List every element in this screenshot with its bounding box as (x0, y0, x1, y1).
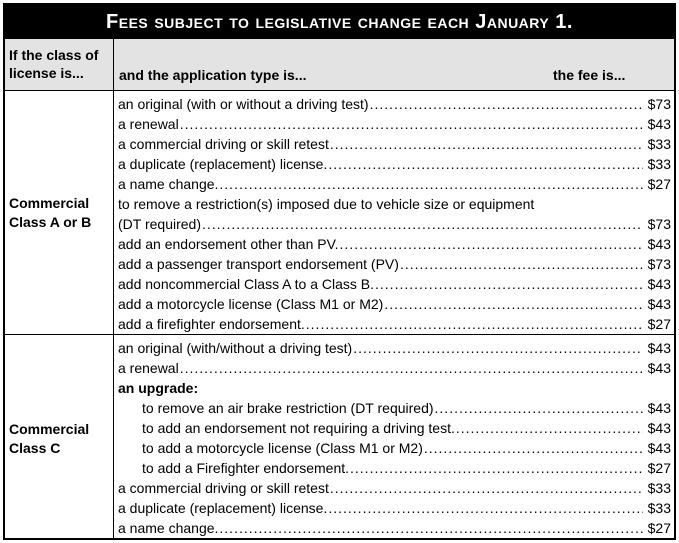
fee-amount: $43 (647, 360, 671, 376)
application-type: a commercial driving or skill retest (118, 480, 329, 496)
header-application-type: and the application type is... (119, 67, 307, 83)
fee-amount: $73 (647, 256, 671, 272)
fee-row (118, 458, 671, 478)
dot-leader (180, 358, 643, 378)
dot-leader (330, 478, 643, 498)
application-type: an original (with or without a driving test) (118, 96, 369, 112)
fee-row (118, 94, 671, 114)
application-type: a renewal (118, 360, 179, 376)
fee-amount: $43 (647, 116, 671, 132)
fee-row (118, 314, 671, 334)
fee-row (118, 438, 671, 458)
fee-amount: $43 (647, 340, 671, 356)
application-type: an upgrade: (118, 380, 199, 396)
fee-row (118, 518, 671, 538)
table-title: Fees subject to legislative change each January 1. (5, 5, 674, 39)
fee-amount: $27 (647, 460, 671, 476)
application-type: a commercial driving or skill retest (118, 136, 329, 152)
fee-row (118, 498, 671, 518)
application-type: add an endorsement other than PV. (118, 236, 339, 252)
dot-leader (306, 314, 643, 334)
dot-leader (340, 234, 643, 254)
application-type: (DT required) (118, 216, 201, 232)
fee-row (118, 338, 671, 358)
application-type: add a passenger transport endorsement (PV) (118, 256, 399, 272)
fee-table (3, 3, 676, 540)
application-type: an original (with/without a driving test) (118, 340, 353, 356)
dot-leader (219, 174, 643, 194)
application-type: add noncommercial Class A to a Class B. (118, 276, 375, 292)
fee-row (118, 358, 671, 378)
fee-row (118, 398, 671, 418)
fee-row (118, 274, 671, 294)
application-type: to add a Firefighter endorsement. (142, 460, 350, 476)
application-type: to add an endorsement not requiring a driving test. (142, 420, 455, 436)
fee-amount: $33 (647, 500, 671, 516)
dot-leader (328, 154, 643, 174)
section-class-a-b (5, 91, 674, 335)
fee-amount: $33 (647, 480, 671, 496)
fee-row (118, 174, 671, 194)
upgrade-heading (118, 378, 644, 398)
fee-amount: $43 (647, 296, 671, 312)
application-type: add a motorcycle license (Class M1 or M2) (118, 296, 384, 312)
fee-row (118, 418, 671, 438)
application-type: to add a motorcycle license (Class M1 or M2) (142, 440, 423, 456)
dot-leader (375, 274, 643, 294)
section-class-c (5, 336, 674, 540)
fee-amount: $73 (647, 96, 671, 112)
dot-leader (328, 498, 643, 518)
fee-row (118, 114, 671, 134)
fee-row (118, 294, 671, 314)
fee-amount: $33 (647, 156, 671, 172)
application-type: a name change. (118, 176, 219, 192)
fee-row (118, 214, 671, 234)
fee-amount: $33 (647, 136, 671, 152)
fee-amount: $43 (647, 236, 671, 252)
dot-leader (435, 398, 643, 418)
application-type: to remove a restriction(s) imposed due to vehicle size or equipment (118, 196, 535, 212)
header-fee: the fee is... (553, 67, 626, 83)
fee-rows (118, 338, 671, 538)
dot-leader (353, 338, 643, 358)
dot-leader (400, 254, 643, 274)
dot-leader (350, 458, 643, 478)
class-label: Commercial Class C (9, 421, 90, 456)
dot-leader (180, 114, 643, 134)
dot-leader (330, 134, 643, 154)
fee-amount: $43 (647, 400, 671, 416)
fee-row-continued (118, 194, 644, 214)
fee-row (118, 478, 671, 498)
dot-leader (456, 418, 643, 438)
fee-row (118, 254, 671, 274)
fee-row (118, 154, 671, 174)
header-license-class: If the class of license is... (9, 47, 99, 81)
application-type: a name change. (118, 520, 219, 536)
fee-amount: $73 (647, 216, 671, 232)
dot-leader (384, 294, 643, 314)
application-type: add a firefighter endorsement. (118, 316, 305, 332)
fee-amount: $27 (647, 316, 671, 332)
application-type: a duplicate (replacement) license. (118, 156, 328, 172)
dot-leader (424, 438, 643, 458)
fee-row (118, 234, 671, 254)
fee-row (118, 134, 671, 154)
application-type: to remove an air brake restriction (DT required) (142, 400, 434, 416)
fee-rows (118, 94, 671, 334)
fee-amount: $43 (647, 276, 671, 292)
dot-leader (202, 214, 643, 234)
application-type: a renewal (118, 116, 179, 132)
table-header (5, 39, 674, 91)
fee-amount: $43 (647, 420, 671, 436)
fee-amount: $27 (647, 520, 671, 536)
class-label: Commercial Class A or B (9, 195, 92, 230)
fee-amount: $27 (647, 176, 671, 192)
dot-leader (219, 518, 643, 538)
application-type: a duplicate (replacement) license. (118, 500, 328, 516)
fee-amount: $43 (647, 440, 671, 456)
dot-leader (370, 94, 643, 114)
